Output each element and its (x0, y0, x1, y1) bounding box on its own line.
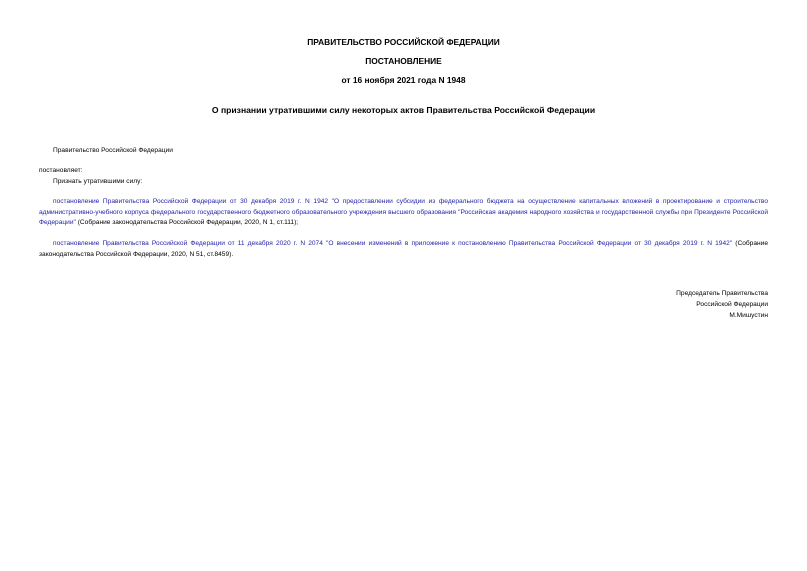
repealed-act-link[interactable]: постановление Правительства Российской Федерации от 11 декабря 2020 г. N 2074 "О внесении изменений в приложение к постановлению Правительства Российской Федерации от 30 декабря 2019 г. N 1942" (53, 240, 733, 247)
document-type-heading: ПОСТАНОВЛЕНИЕ (365, 56, 442, 66)
document-title: О признании утратившими силу некоторых актов Правительства Российской Федерации (211, 105, 596, 115)
repealed-act-link[interactable]: постановление Правительства Российской Федерации от 30 декабря 2019 г. N 1942 "О предоставлении субсидии из федерального бюджета на осуществление капитальных вложений в проектирование и строительство административно-учебного корпуса федерального государственного бюджетного образовательного учреждения высшего образования "Российская академия народного хозяйства и государственной службы при Президенте Российской Федерации" (39, 198, 768, 226)
signature-block (676, 289, 768, 321)
repealed-act-item (39, 197, 768, 229)
recognize-line: Признать утратившими силу: (53, 178, 143, 185)
document-date-number: от 16 ноября 2021 года N 1948 (341, 75, 466, 85)
publication-reference: (Собрание законодательства Российской Федерации, 2020, N 51, ст.8459). (39, 240, 768, 258)
issuer-line: Правительство Российской Федерации (53, 147, 173, 154)
signer-position-line2: Российской Федерации (696, 300, 768, 308)
decides-line: постановляет: (39, 167, 83, 174)
signer-position-line1: Председатель Правительства (676, 290, 768, 297)
government-heading: ПРАВИТЕЛЬСТВО РОССИЙСКОЙ ФЕДЕРАЦИИ (307, 37, 500, 47)
signer-name: М.Мишустин (729, 311, 768, 319)
publication-reference: (Собрание законодательства Российской Федерации, 2020, N 1, ст.111); (75, 219, 299, 226)
repealed-act-item (39, 239, 768, 260)
